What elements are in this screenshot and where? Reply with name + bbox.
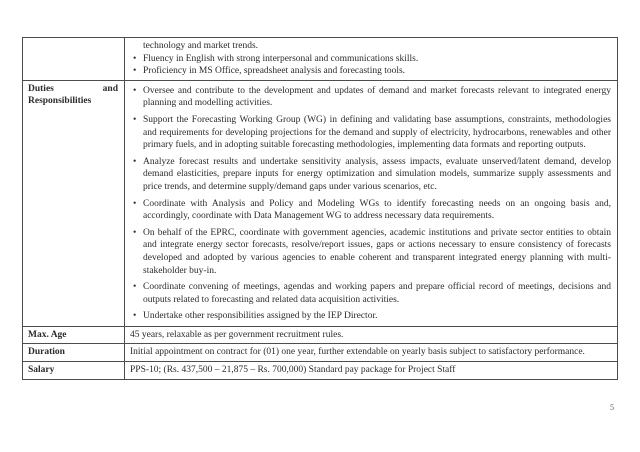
page-number: 5	[610, 403, 614, 412]
bullet-item: • Coordinate with Analysis and Policy and Modeling WGs to identify forecasting needs on an ongoing basis and, accordingly, coordinate with Data Management WG to address necessary data requirements.	[130, 198, 611, 223]
row-content-cell: Initial appointment on contract for (01) one year, further extendable on yearly basis subject to satisfactory performance.	[125, 344, 618, 362]
row-header-max-age: Max. Age	[23, 326, 125, 344]
table-row-continuation	[23, 38, 618, 81]
table-row-salary	[23, 362, 618, 380]
table-row-max-age	[23, 326, 618, 344]
bullet-item: • On behalf of the EPRC, coordinate with government agencies, academic institutions and private sector entities to obtain and integrate energy sector forecasts, resolve/report issues, gaps or actions necessary to ensure consistency of forecasts developed and adopted by various agencies to enable coherent and transparent integrated energy planning with multi-stakeholder buy-in.	[130, 227, 611, 277]
table-row-duties	[23, 80, 618, 326]
row-header-cell-empty	[23, 38, 125, 81]
bullet-item: • Analyze forecast results and undertake sensitivity analysis, assess impacts, evaluate unserved/latent demand, develop demand elasticities, prepare inputs for energy optimization and simulation models, summarize supply assessments and price trends, and determine supply/demand gaps under various scenarios, etc.	[130, 156, 611, 194]
bullet-item: • Undertake other responsibilities assigned by the IEP Director.	[130, 310, 611, 323]
row-content-cell: PPS-10; (Rs. 437,500 – 21,875 – Rs. 700,000) Standard pay package for Project Staff	[125, 362, 618, 380]
table-row-duration	[23, 344, 618, 362]
bullet-item: • Support the Forecasting Working Group (WG) in defining and validating base assumptions, constraints, methodologies and requirements for developing projections for the demand and supply of electricity, hydrocarbons, renewables and other primary fuels, and in adopting suitable forecasting methodologies, implementing data formats and reporting outputs.	[130, 114, 611, 152]
row-header-duties: Duties and Responsibilities	[23, 80, 125, 326]
bullet-list	[130, 85, 611, 323]
bullet-item: • Fluency in English with strong interpersonal and communications skills.	[130, 53, 611, 66]
row-header-salary: Salary	[23, 362, 125, 380]
bullet-list	[130, 53, 611, 78]
continuation-line: technology and market trends.	[143, 41, 259, 51]
row-content-cell: 45 years, relaxable as per government recruitment rules.	[125, 326, 618, 344]
job-description-table	[22, 37, 618, 380]
bullet-item: • Proficiency in MS Office, spreadsheet analysis and forecasting tools.	[130, 65, 611, 78]
row-header-duration: Duration	[23, 344, 125, 362]
row-content-cell	[125, 38, 618, 81]
bullet-item: • Oversee and contribute to the development and updates of demand and market forecasts relevant to integrated energy planning and modelling activities.	[130, 85, 611, 110]
row-content-cell	[125, 80, 618, 326]
bullet-item: • Coordinate convening of meetings, agendas and working papers and prepare official record of meetings, decisions and outputs related to forecasting and related data acquisition activities.	[130, 281, 611, 306]
